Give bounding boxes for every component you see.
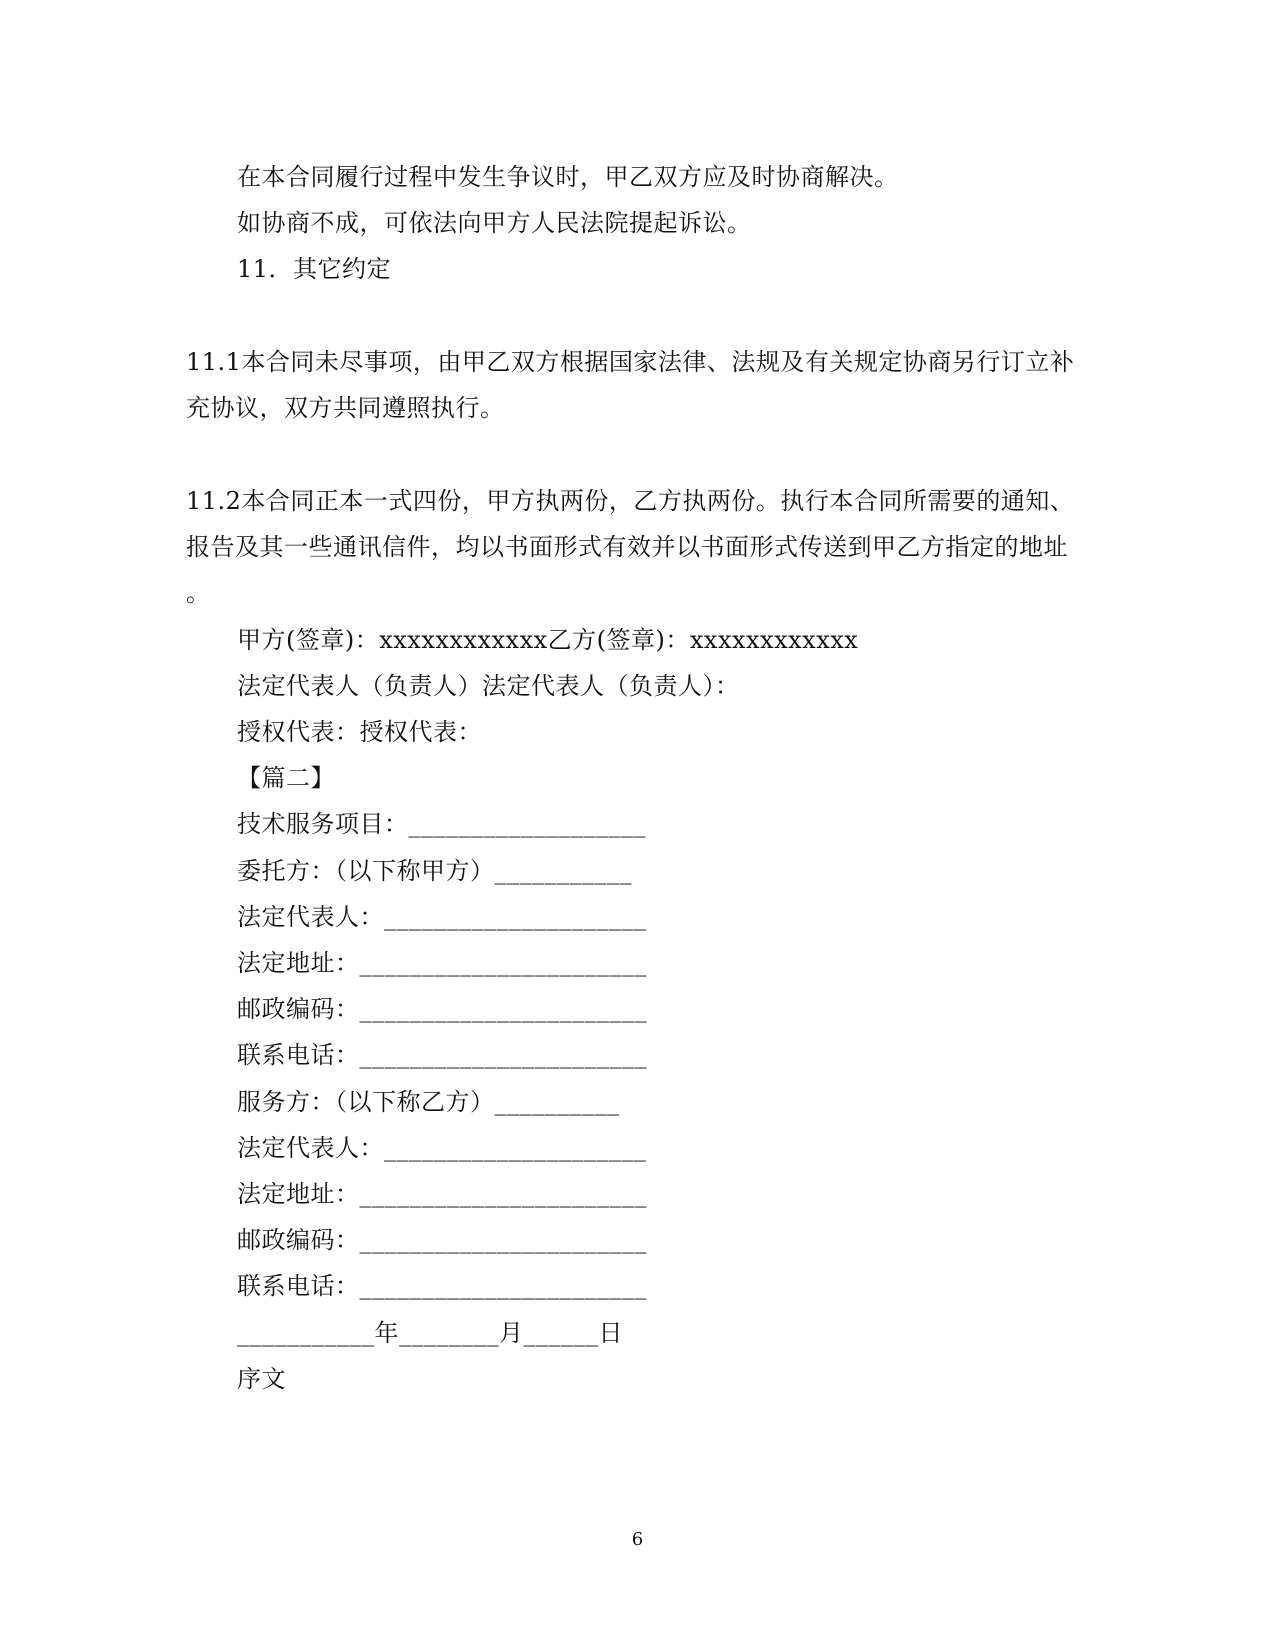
- section-11-heading: 11．其它约定: [237, 255, 392, 283]
- client-legal-address-field: 法定地址：_______________________: [237, 949, 647, 977]
- provider-legal-address-field: 法定地址：_______________________: [237, 1180, 647, 1208]
- preface-heading: 序文: [237, 1365, 286, 1393]
- part-two-heading: 【篇二】: [237, 764, 335, 792]
- page-number: 6: [631, 1529, 644, 1550]
- dispute-clause-line-1: 在本合同履行过程中发生争议时，甲乙双方应及时协商解决。: [237, 163, 899, 191]
- client-legal-representative-field: 法定代表人：_____________________: [237, 903, 647, 931]
- clause-11-1-line-1: 11.1本合同未尽事项，由甲乙双方根据国家法律、法规及有关规定协商另行订立补: [186, 348, 1075, 376]
- dispute-clause-line-2: 如协商不成，可依法向甲方人民法院提起诉讼。: [237, 209, 752, 237]
- provider-postal-code-field: 邮政编码：_______________________: [237, 1226, 647, 1254]
- client-field: 委托方：（以下称甲方）___________: [237, 857, 632, 885]
- client-phone-field: 联系电话：_______________________: [237, 1041, 647, 1069]
- clause-11-2-line-1: 11.2本合同正本一式四份，甲方执两份，乙方执两份。执行本合同所需要的通知、: [186, 487, 1075, 515]
- provider-field: 服务方：（以下称乙方）__________: [237, 1088, 620, 1116]
- clause-11-2-line-2: 报告及其一些通讯信件，均以书面形式有效并以书面形式传送到甲乙方指定的地址: [186, 533, 1068, 561]
- clause-11-2-line-3: 。: [186, 579, 211, 607]
- legal-representative-line: 法定代表人（负责人）法定代表人（负责人）：: [237, 672, 740, 700]
- signature-line: 甲方(签章)：xxxxxxxxxxxx乙方(签章)：xxxxxxxxxxxx: [237, 626, 859, 654]
- service-project-field: 技术服务项目：___________________: [237, 810, 646, 838]
- client-postal-code-field: 邮政编码：_______________________: [237, 995, 647, 1023]
- date-field: ___________年________月______日: [237, 1319, 623, 1347]
- authorized-representative-line: 授权代表：授权代表：: [237, 718, 482, 746]
- provider-phone-field: 联系电话：_______________________: [237, 1272, 647, 1300]
- provider-legal-representative-field: 法定代表人：_____________________: [237, 1134, 647, 1162]
- clause-11-1-line-2: 充协议，双方共同遵照执行。: [186, 394, 505, 422]
